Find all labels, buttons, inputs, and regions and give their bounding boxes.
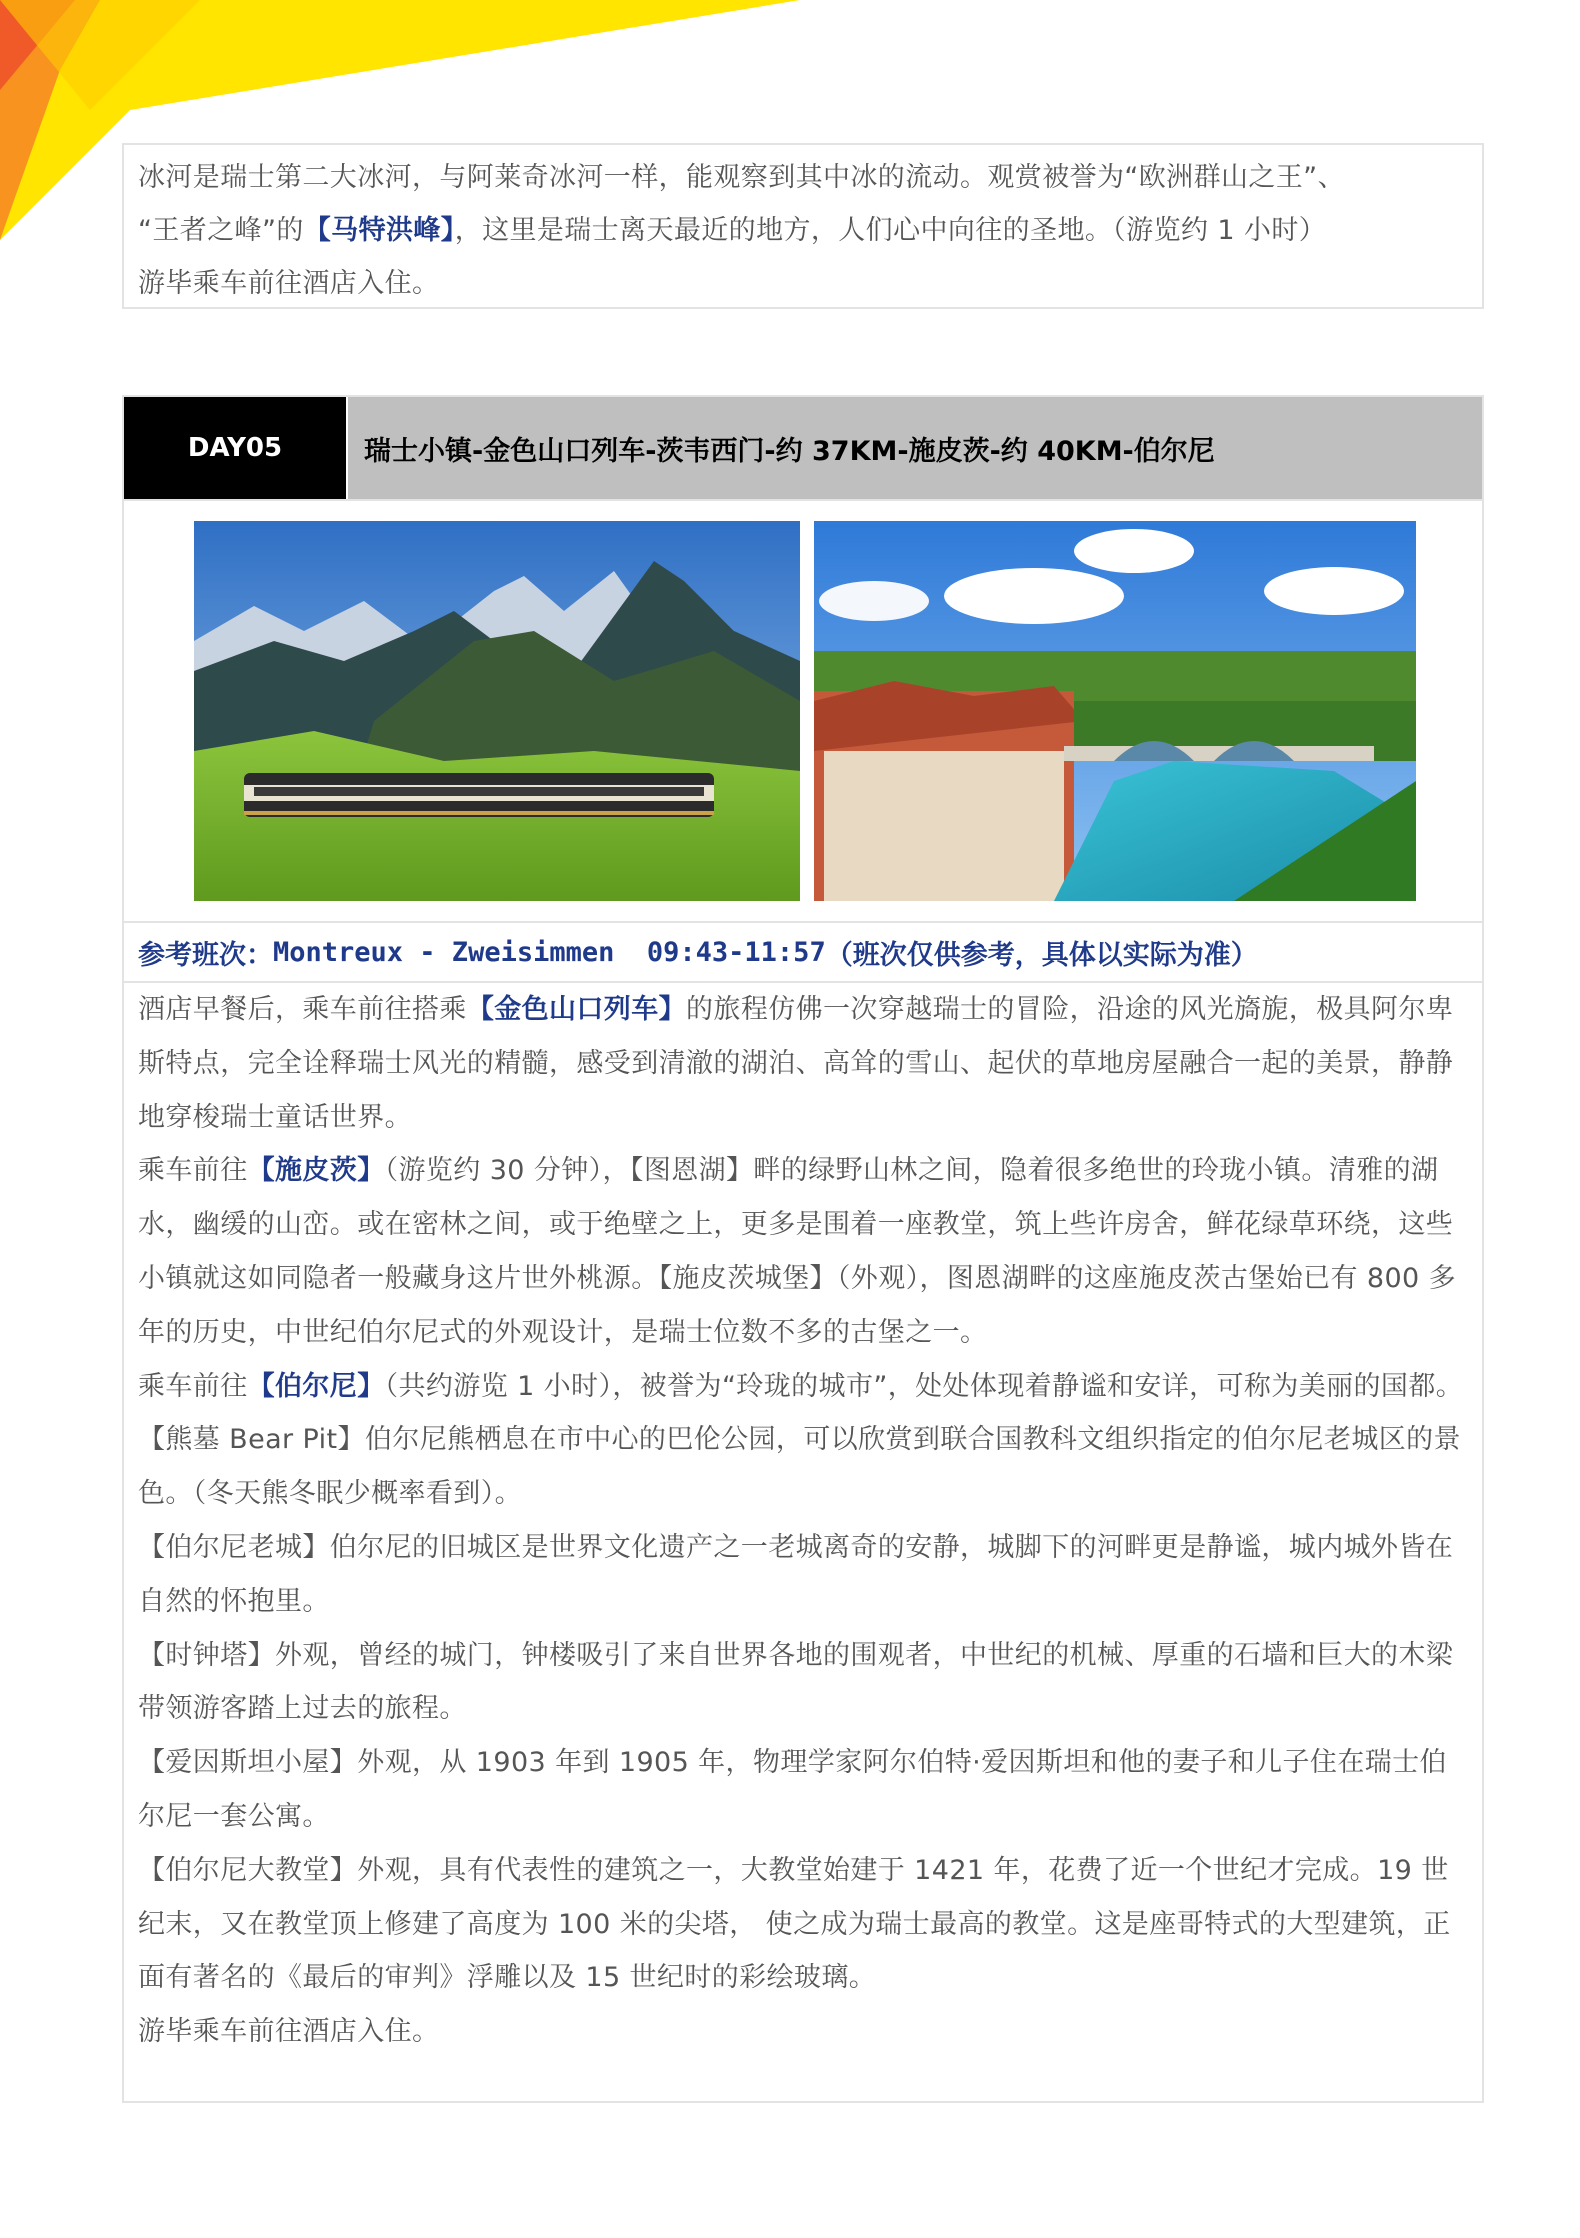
intro-text: ，这里是瑞士离天最近的地方，人们心中向往的圣地。（游览约 1 小时） — [454, 215, 1327, 246]
paragraph-einstein-house: 【爱因斯坦小屋】外观，从 1903 年到 1905 年，物理学家阿尔伯特·爱因斯坦和他的妻子和儿子住在瑞士伯尔尼一套公寓。 — [138, 1747, 1447, 1832]
intro-text: “王者之峰”的 — [138, 215, 304, 246]
paragraph-clock-tower: 【时钟塔】外观，曾经的城门，钟楼吸引了来自世界各地的围观者，中世纪的机械、厚重的石墙和巨大的木梁带领游客踏上过去的旅程。 — [138, 1639, 1454, 1725]
bern-highlight: 【伯尔尼】 — [247, 1370, 385, 1402]
paragraph-text: （游览约 30 分钟），【图恩湖】畔的绿野山林之间，隐着很多绝世的玲珑小镇。清雅的湖水，幽缓的山峦。或在密林之间，或于绝壁之上，更多是围着一座教堂，筑上些许房舍，鲜花绿草环绕，这些小镇就这如同隐者一般藏身这片世外桃源。【施皮茨城堡】（外观），图恩湖畔的这座施皮茨古堡始已有 800 多年的历史，中世纪伯尔尼式的外观设计，是瑞士位数不多的古堡之一。 — [138, 1155, 1456, 1348]
reference-label: 参考班次： — [138, 939, 273, 971]
intro-line-2 — [138, 204, 1468, 257]
day-section — [122, 395, 1484, 2103]
golden-pass-highlight: 【金色山口列车】 — [466, 994, 687, 1025]
reference-route: Montreux - Zweisimmen — [273, 936, 615, 968]
paragraph-text: 酒店早餐后，乘车前往搭乘 — [138, 994, 467, 1025]
itinerary-body — [124, 983, 1482, 2059]
paragraph-text: 乘车前往 — [138, 1370, 248, 1402]
spiez-highlight: 【施皮茨】 — [247, 1155, 385, 1187]
paragraph-text: 乘车前往 — [138, 1155, 248, 1187]
photo-row — [124, 501, 1482, 923]
day-title: 瑞士小镇-金色山口列车-茨韦西门-约 37KM-施皮茨-约 40KM-伯尔尼 — [346, 397, 1482, 499]
reference-note: （班次仅供参考，具体以实际为准） — [825, 939, 1258, 971]
bern-old-town-photo — [814, 521, 1416, 901]
reference-time: 09:43-11:57 — [614, 936, 826, 968]
day-label: DAY05 — [124, 397, 346, 499]
paragraph-old-town: 【伯尔尼老城】伯尔尼的旧城区是世界文化遗产之一老城离奇的安静，城脚下的河畔更是静谧，城内城外皆在自然的怀抱里。 — [138, 1531, 1454, 1617]
paragraph-bear-pit: 【熊墓 Bear Pit】伯尔尼熊栖息在市中心的巴伦公园，可以欣赏到联合国教科文组织指定的伯尔尼老城区的景色。（冬天熊冬眠少概率看到）。 — [138, 1424, 1461, 1510]
intro-section — [122, 143, 1484, 309]
intro-line-1: 冰河是瑞士第二大冰河，与阿莱奇冰河一样，能观察到其中冰的流动。观赏被誉为“欧洲群山之王”、 — [138, 162, 1345, 193]
paragraph-bern — [138, 1360, 1468, 1414]
intro-line-3: 游毕乘车前往酒店入住。 — [138, 268, 440, 299]
matterhorn-highlight: 【马特洪峰】 — [303, 215, 455, 246]
paragraph-text: （共约游览 1 小时），被誉为“玲珑的城市”，处处体现着静谧和安详，可称为美丽的国都。 — [384, 1370, 1464, 1402]
day-header — [124, 397, 1482, 501]
paragraph-cathedral: 【伯尔尼大教堂】外观，具有代表性的建筑之一，大教堂始建于 1421 年，花费了近一个世纪才完成。19 世纪末，又在教堂顶上修建了高度为 100 米的尖塔， 使之成为瑞士最高的教堂。这是座哥特式的大型建筑，正面有著名的《最后的审判》浮雕以及 15 世纪时的彩绘玻璃。 — [138, 1854, 1451, 1994]
paragraph-spiez — [138, 1144, 1468, 1359]
paragraph-hotel: 游毕乘车前往酒店入住。 — [138, 2016, 440, 2048]
golden-pass-train-photo — [194, 521, 800, 901]
reference-schedule — [124, 923, 1482, 983]
paragraph-golden-pass — [138, 983, 1468, 1144]
paragraph-text: 的旅程仿佛一次穿越瑞士的冒险，沿途的风光旖旎，极具阿尔卑斯特点，完全诠释瑞士风光的精髓，感受到清澈的湖泊、高耸的雪山、起伏的草地房屋融合一起的美景，静静地穿梭瑞士童话世界。 — [138, 994, 1454, 1133]
